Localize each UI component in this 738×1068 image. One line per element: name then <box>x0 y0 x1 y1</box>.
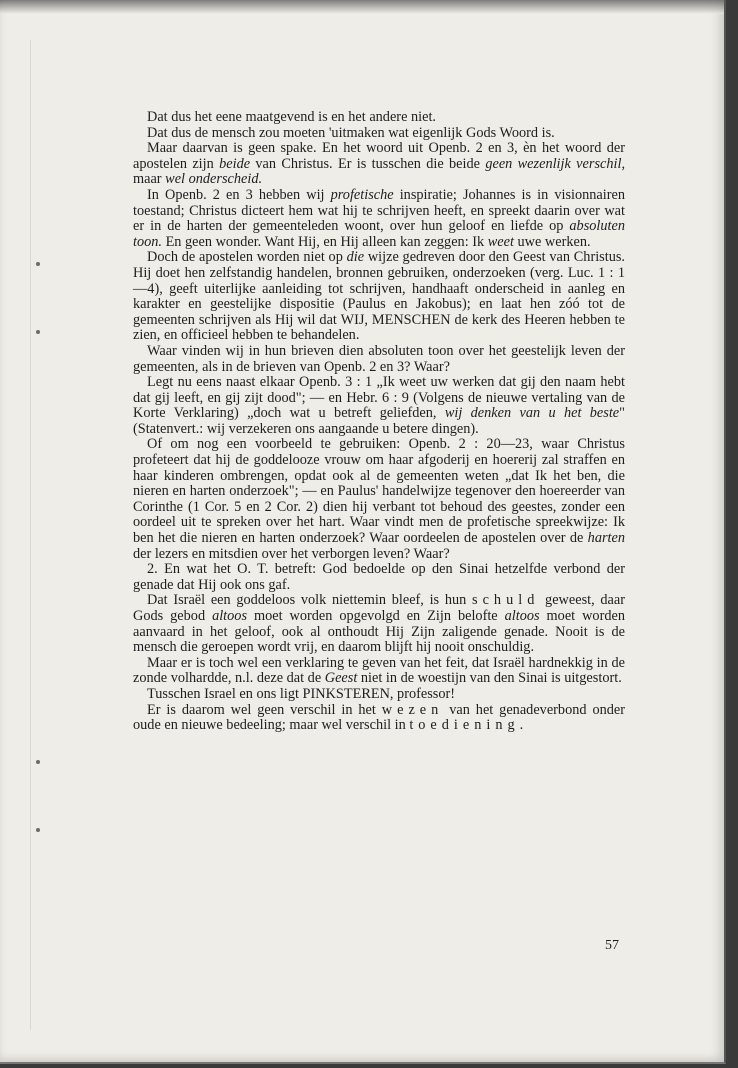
italic-text: weet <box>487 233 514 250</box>
spaced-text: schuld <box>472 592 540 609</box>
text-run: der lezers en mitsdien over het verborgen leven? Waar? <box>133 545 450 562</box>
paragraph <box>133 250 625 344</box>
italic-text: Geest <box>324 670 358 687</box>
italic-text: die <box>346 249 365 266</box>
text-run: inspiratie; Johannes is in visionnairen toestand; Christus dicteert hem wat hij te schrijven heeft, en spreekt daarin over wat er in de harten der gemeenteleden woont, over hun geloof en liefde op <box>133 186 625 235</box>
text-run: En geen wonder. Want Hij, en Hij alleen kan zeggen: Ik <box>162 233 488 250</box>
italic-text: altoos <box>504 608 540 624</box>
text-run: Legt nu eens naast elkaar Openb. 3 : 1 „Ik weet uw werken dat gij den naam hebt dat gij leeft, en gij zijt dood"; — en Hebr. 6 : 9 (Volgens de nieuwe vertaling van de Korte Verklaring) „doch wat u betreft geliefden, <box>133 374 625 422</box>
spaced-text: toediening. <box>409 717 529 734</box>
italic-text: harten <box>587 530 625 547</box>
text-run: Tusschen Israel en ons ligt PINKSTEREN, professor! <box>147 685 456 702</box>
italic-text: absoluten toon. <box>133 218 625 250</box>
text-run: niet in de woestijn van den Sinai is uitgestort. <box>357 670 622 687</box>
body-text <box>133 110 625 734</box>
paragraph <box>133 126 625 142</box>
page-fold-line <box>30 40 31 1030</box>
page-number: 57 <box>605 938 619 953</box>
paragraph <box>133 562 625 593</box>
italic-text: geen wezenlijk verschil, <box>485 155 626 172</box>
paragraph <box>133 687 625 703</box>
text-run: Maar er is toch wel een verklaring te geven van het feit, dat Israël hardnekkig in de zonde volhardde, n.l. deze dat de <box>133 654 625 687</box>
text-run: van het genadeverbond onder oude en nieuwe bedeeling; maar wel verschil in <box>133 701 625 734</box>
text-run: Dat dus het eene maatgevend is en het andere niet. <box>147 109 436 125</box>
paragraph <box>133 141 625 188</box>
paragraph <box>133 703 625 734</box>
text-run: Waar vinden wij in hun brieven dien absoluten toon over het geestelijk leven der gemeenten, als in de brieven van Openb. 2 en 3? Waar? <box>133 342 625 375</box>
text-run: Dat Israël een goddeloos volk niettemin bleef, is hun <box>147 592 473 609</box>
text-run: " (Statenvert.: wij verzekeren ons aangaande u betere dingen). <box>133 405 625 437</box>
text-run: wijze gedreven door den Geest van Christus. Hij doet hen zelfstandig handelen, bronnen gebruiken, onderzoeken (verg. Luc. 1 : 1—4), geeft uiterlijke aanleiding tot schrijven, handhaaft onderscheid in aanleg en karakter en geestelijke dispositie (Paulus en Jakobus); en laat hen zóó tot de gemeenten schrijven als Hij wil dat WIJ, MENSCHEN de kerk des Heeren hebben te zien, en officieel hebben te behandelen. <box>133 249 626 344</box>
text-run: geweest, daar Gods gebod <box>133 592 626 624</box>
italic-text: profetische <box>330 186 394 203</box>
paragraph <box>133 110 625 126</box>
text-run: Er is daarom wel geen verschil in het <box>147 701 382 718</box>
text-run: maar <box>133 171 166 188</box>
text-run: Of om nog een voorbeeld te gebruiken: Openb. 2 : 20—23, waar Christus profeteert dat hij de goddelooze vrouw om haar afgoderij en hoererij zal straffen en haar kinderen ombrengen, opdat ook al de gemeenten weten „dat Ik het ben, die nieren en harten onderzoek"; — en Paulus' handelwijze tegenover den hoereerder van Corinthe (1 Cor. 5 en 2 Cor. 2) dien hij verbant tot behoud des geestes, zonder een oordeel uit te spreken over het hart. Waar vindt men de profetische spreekwijze: Ik ben het die nieren en harten onderzoek? Waar oordeelen de apostelen over de <box>133 436 625 547</box>
spaced-text: wezen <box>381 701 444 718</box>
paragraph <box>133 437 625 562</box>
text-run: Dat dus de mensch zou moeten 'uitmaken wat eigenlijk Gods Woord is. <box>147 124 555 141</box>
binding-mark <box>36 828 40 832</box>
text-run: 2. En wat het O. T. betreft: God bedoelde op den Sinai hetzelfde verbond der genade dat Hij ook ons gaf. <box>133 561 625 593</box>
binding-mark <box>36 760 40 764</box>
text-run: moet worden aanvaard in het geloof, ook al onthoudt Hij Zijn zaligende genade. Nooit is de mensch die geroepen wordt vrij, en daarom blijft hij nooit onschuldig. <box>133 608 625 656</box>
paragraph <box>133 656 625 687</box>
text-run: uwe werken. <box>513 233 591 250</box>
paragraph <box>133 375 625 437</box>
text-run: van Christus. Er is tusschen die beide <box>250 155 486 172</box>
italic-text: beide <box>219 155 251 172</box>
paragraph <box>133 593 625 655</box>
scan-top-edge <box>0 0 724 14</box>
text-run: Maar daarvan is geen spake. En het woord uit Openb. 2 en 3, èn het woord der apostelen zijn <box>133 140 625 172</box>
paragraph <box>133 344 625 375</box>
text-run: moet worden opgevolgd en Zijn belofte <box>247 608 505 624</box>
binding-mark <box>36 330 40 334</box>
text-run: In Openb. 2 en 3 hebben wij <box>147 186 331 203</box>
binding-mark <box>36 262 40 266</box>
text-run: Doch de apostelen worden niet op <box>147 249 347 266</box>
italic-text: altoos <box>212 608 248 624</box>
italic-text: wij denken van u het beste <box>444 405 620 422</box>
italic-text: wel onderscheid. <box>165 171 263 188</box>
paragraph <box>133 188 625 250</box>
